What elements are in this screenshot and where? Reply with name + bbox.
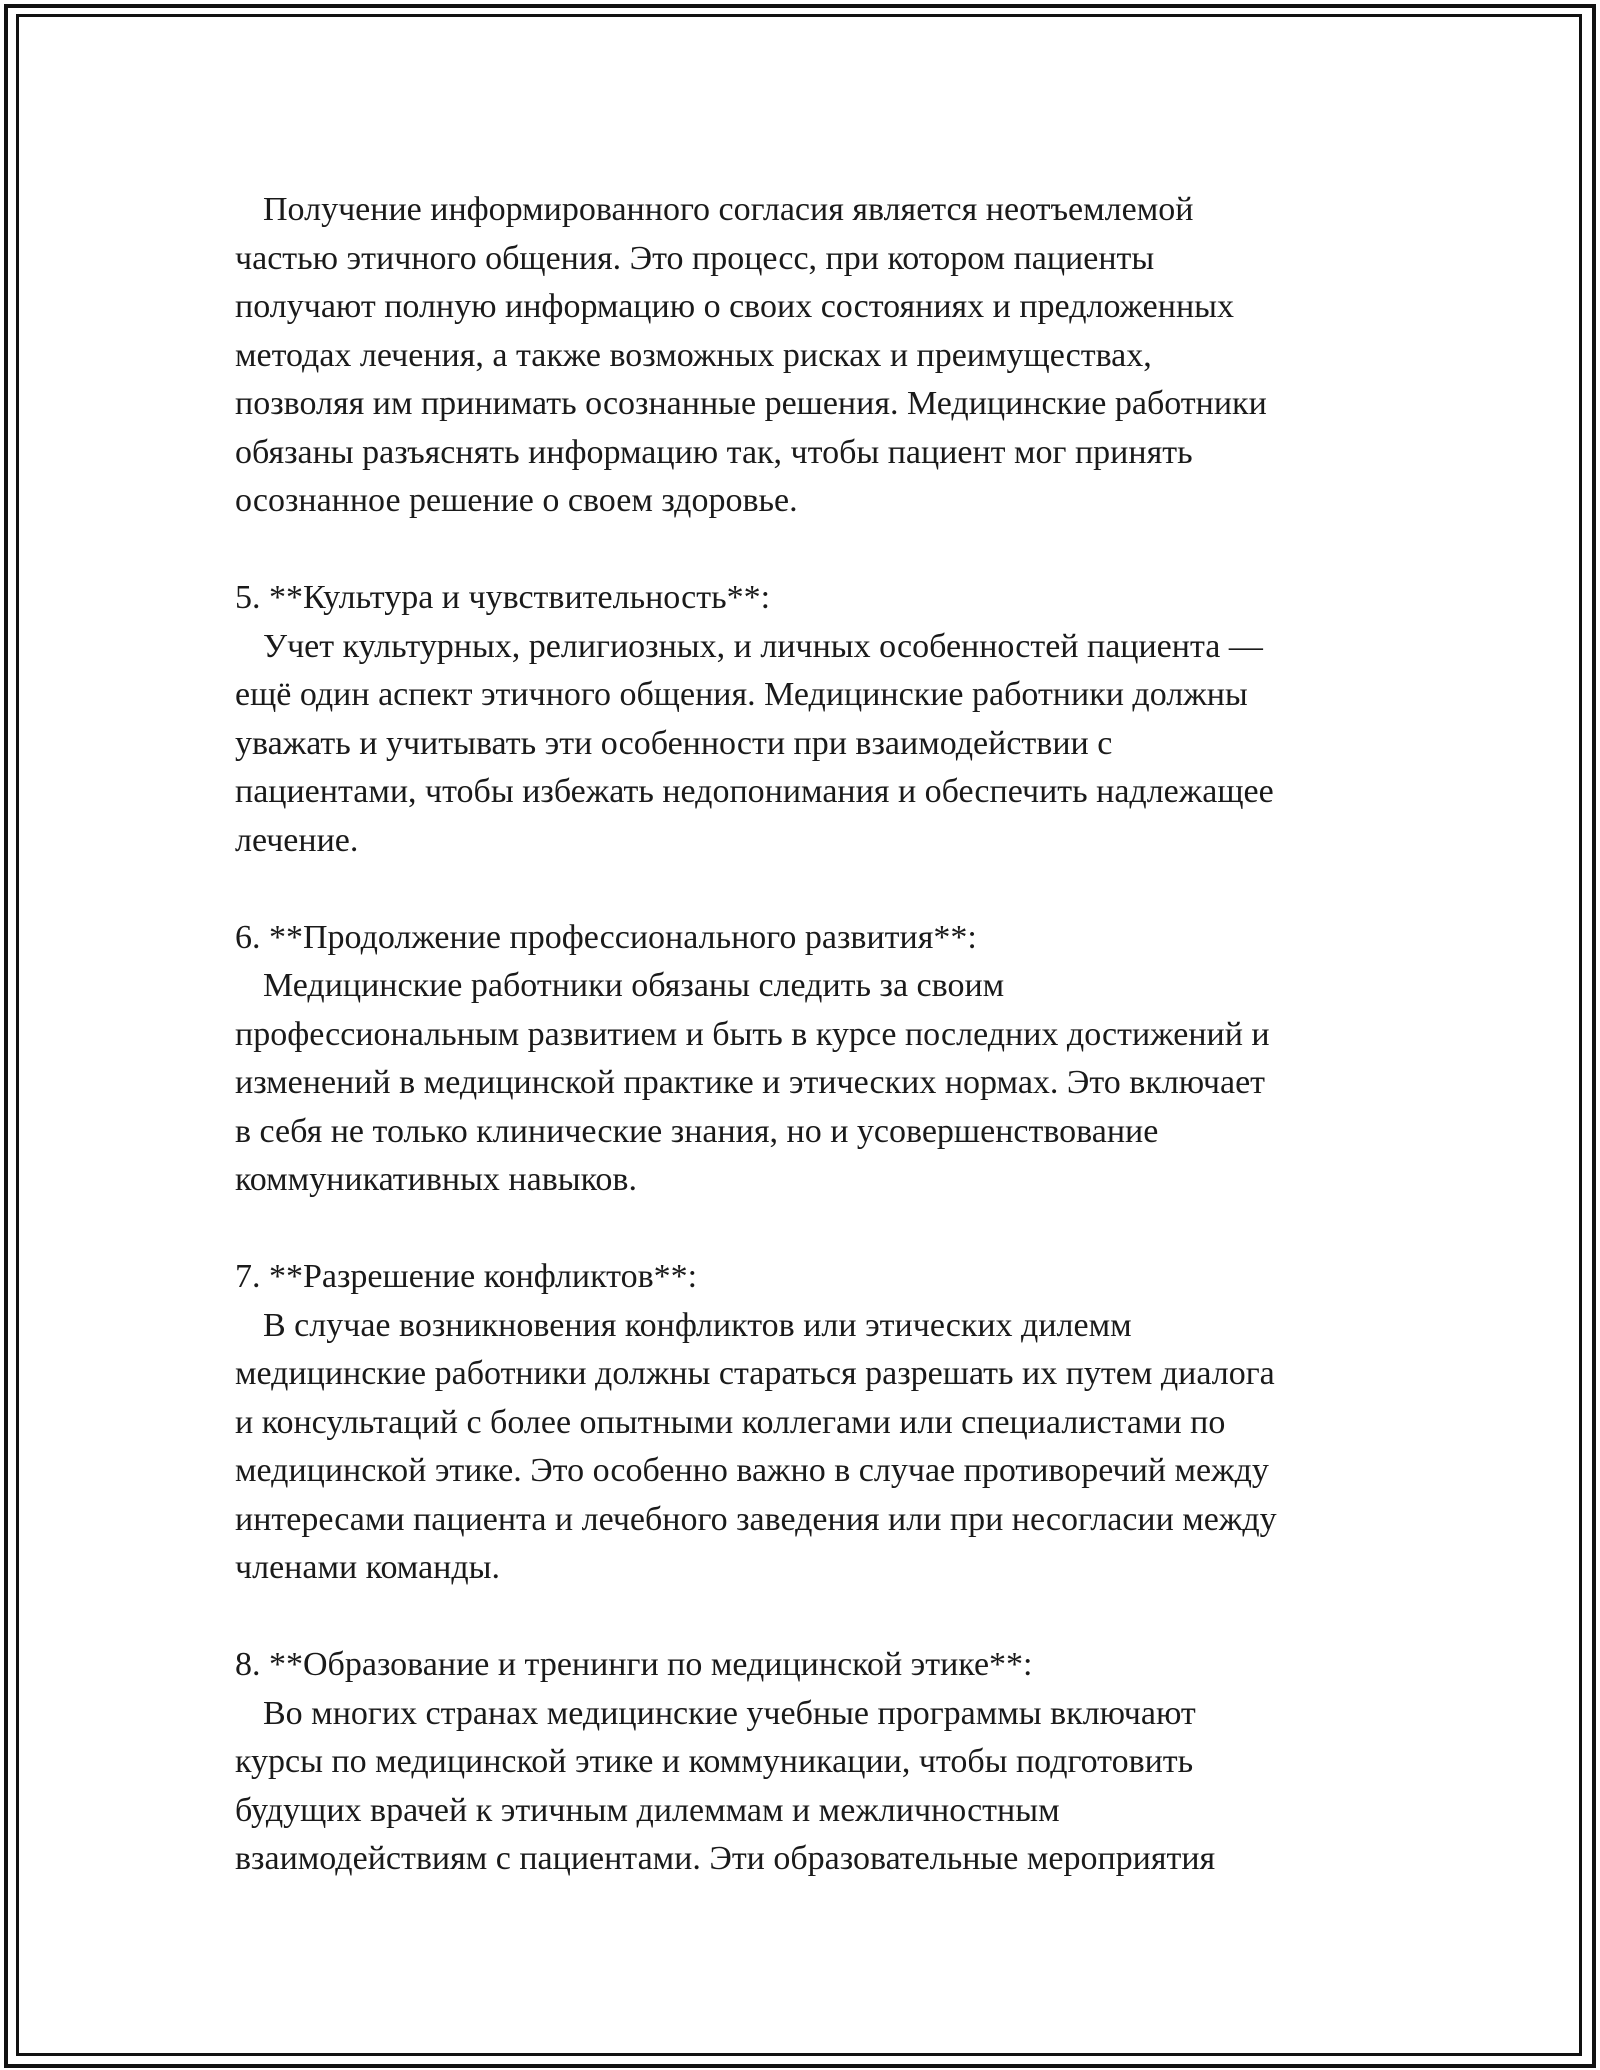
document-body — [235, 186, 1415, 1932]
text-line: ещё один аспект этичного общения. Медицинские работники должны — [235, 676, 1248, 713]
text-line: лечение. — [235, 821, 359, 859]
section-6 — [235, 914, 1415, 1205]
text-line: Медицинские работники обязаны следить за своим — [263, 967, 1005, 1004]
text-line: будущих врачей к этичным дилеммам и межличностным — [235, 1791, 1060, 1829]
text-line: медицинские работники должны стараться разрешать их путем диалога — [235, 1355, 1275, 1392]
section-heading: 7. **Разрешение конфликтов**: — [235, 1258, 698, 1295]
section-8 — [235, 1641, 1415, 1884]
section-heading: 6. **Продолжение профессионального развития**: — [235, 918, 977, 956]
text-line: получают полную информацию о своих состояниях и предложенных — [235, 288, 1234, 325]
text-line: позволяя им принимать осознанные решения. Медицинские работники — [235, 385, 1267, 422]
text-line: методах лечения, а также возможных рисках и преимуществах, — [235, 336, 1152, 374]
text-line: Получение информированного согласия является неотъемлемой — [263, 191, 1194, 228]
text-line: интересами пациента и лечебного заведения или при несогласии между — [235, 1500, 1277, 1538]
text-line: профессиональным развитием и быть в курсе последних достижений и — [235, 1015, 1270, 1053]
text-line: и консультаций с более опытными коллегами или специалистами по — [235, 1403, 1226, 1441]
text-line: В случае возникновения конфликтов или этических дилемм — [263, 1306, 1132, 1344]
text-line: медицинской этике. Это особенно важно в случае противоречий между — [235, 1452, 1269, 1489]
text-line: взаимодействиям с пациентами. Эти образовательные мероприятия — [235, 1840, 1216, 1877]
section-heading: 5. **Культура и чувствительность**: — [235, 579, 771, 616]
text-line: членами команды. — [235, 1549, 501, 1586]
section-heading: 8. **Образование и тренинги по медицинской этике**: — [235, 1646, 1033, 1683]
text-line: пациентами, чтобы избежать недопонимания и обеспечить надлежащее — [235, 773, 1274, 810]
text-line: курсы по медицинской этике и коммуникации, чтобы подготовить — [235, 1743, 1194, 1780]
text-line: коммуникативных навыков. — [235, 1161, 637, 1198]
text-line: в себя не только клинические знания, но и усовершенствование — [235, 1112, 1159, 1150]
text-line: Во многих странах медицинские учебные программы включают — [263, 1694, 1196, 1732]
text-line: осознанное решение о своем здоровье. — [235, 482, 798, 519]
section-5 — [235, 574, 1415, 865]
text-line: Учет культурных, религиозных, и личных особенностей пациента — — [263, 627, 1263, 665]
section-7 — [235, 1253, 1415, 1593]
text-line: уважать и учитывать эти особенности при взаимодействии с — [235, 724, 1113, 762]
text-line: обязаны разъяснять информацию так, чтобы пациент мог принять — [235, 433, 1193, 471]
intro-paragraph — [235, 186, 1415, 526]
text-line: частью этичного общения. Это процесс, при котором пациенты — [235, 239, 1155, 277]
text-line: изменений в медицинской практике и этических нормах. Это включает — [235, 1064, 1266, 1101]
